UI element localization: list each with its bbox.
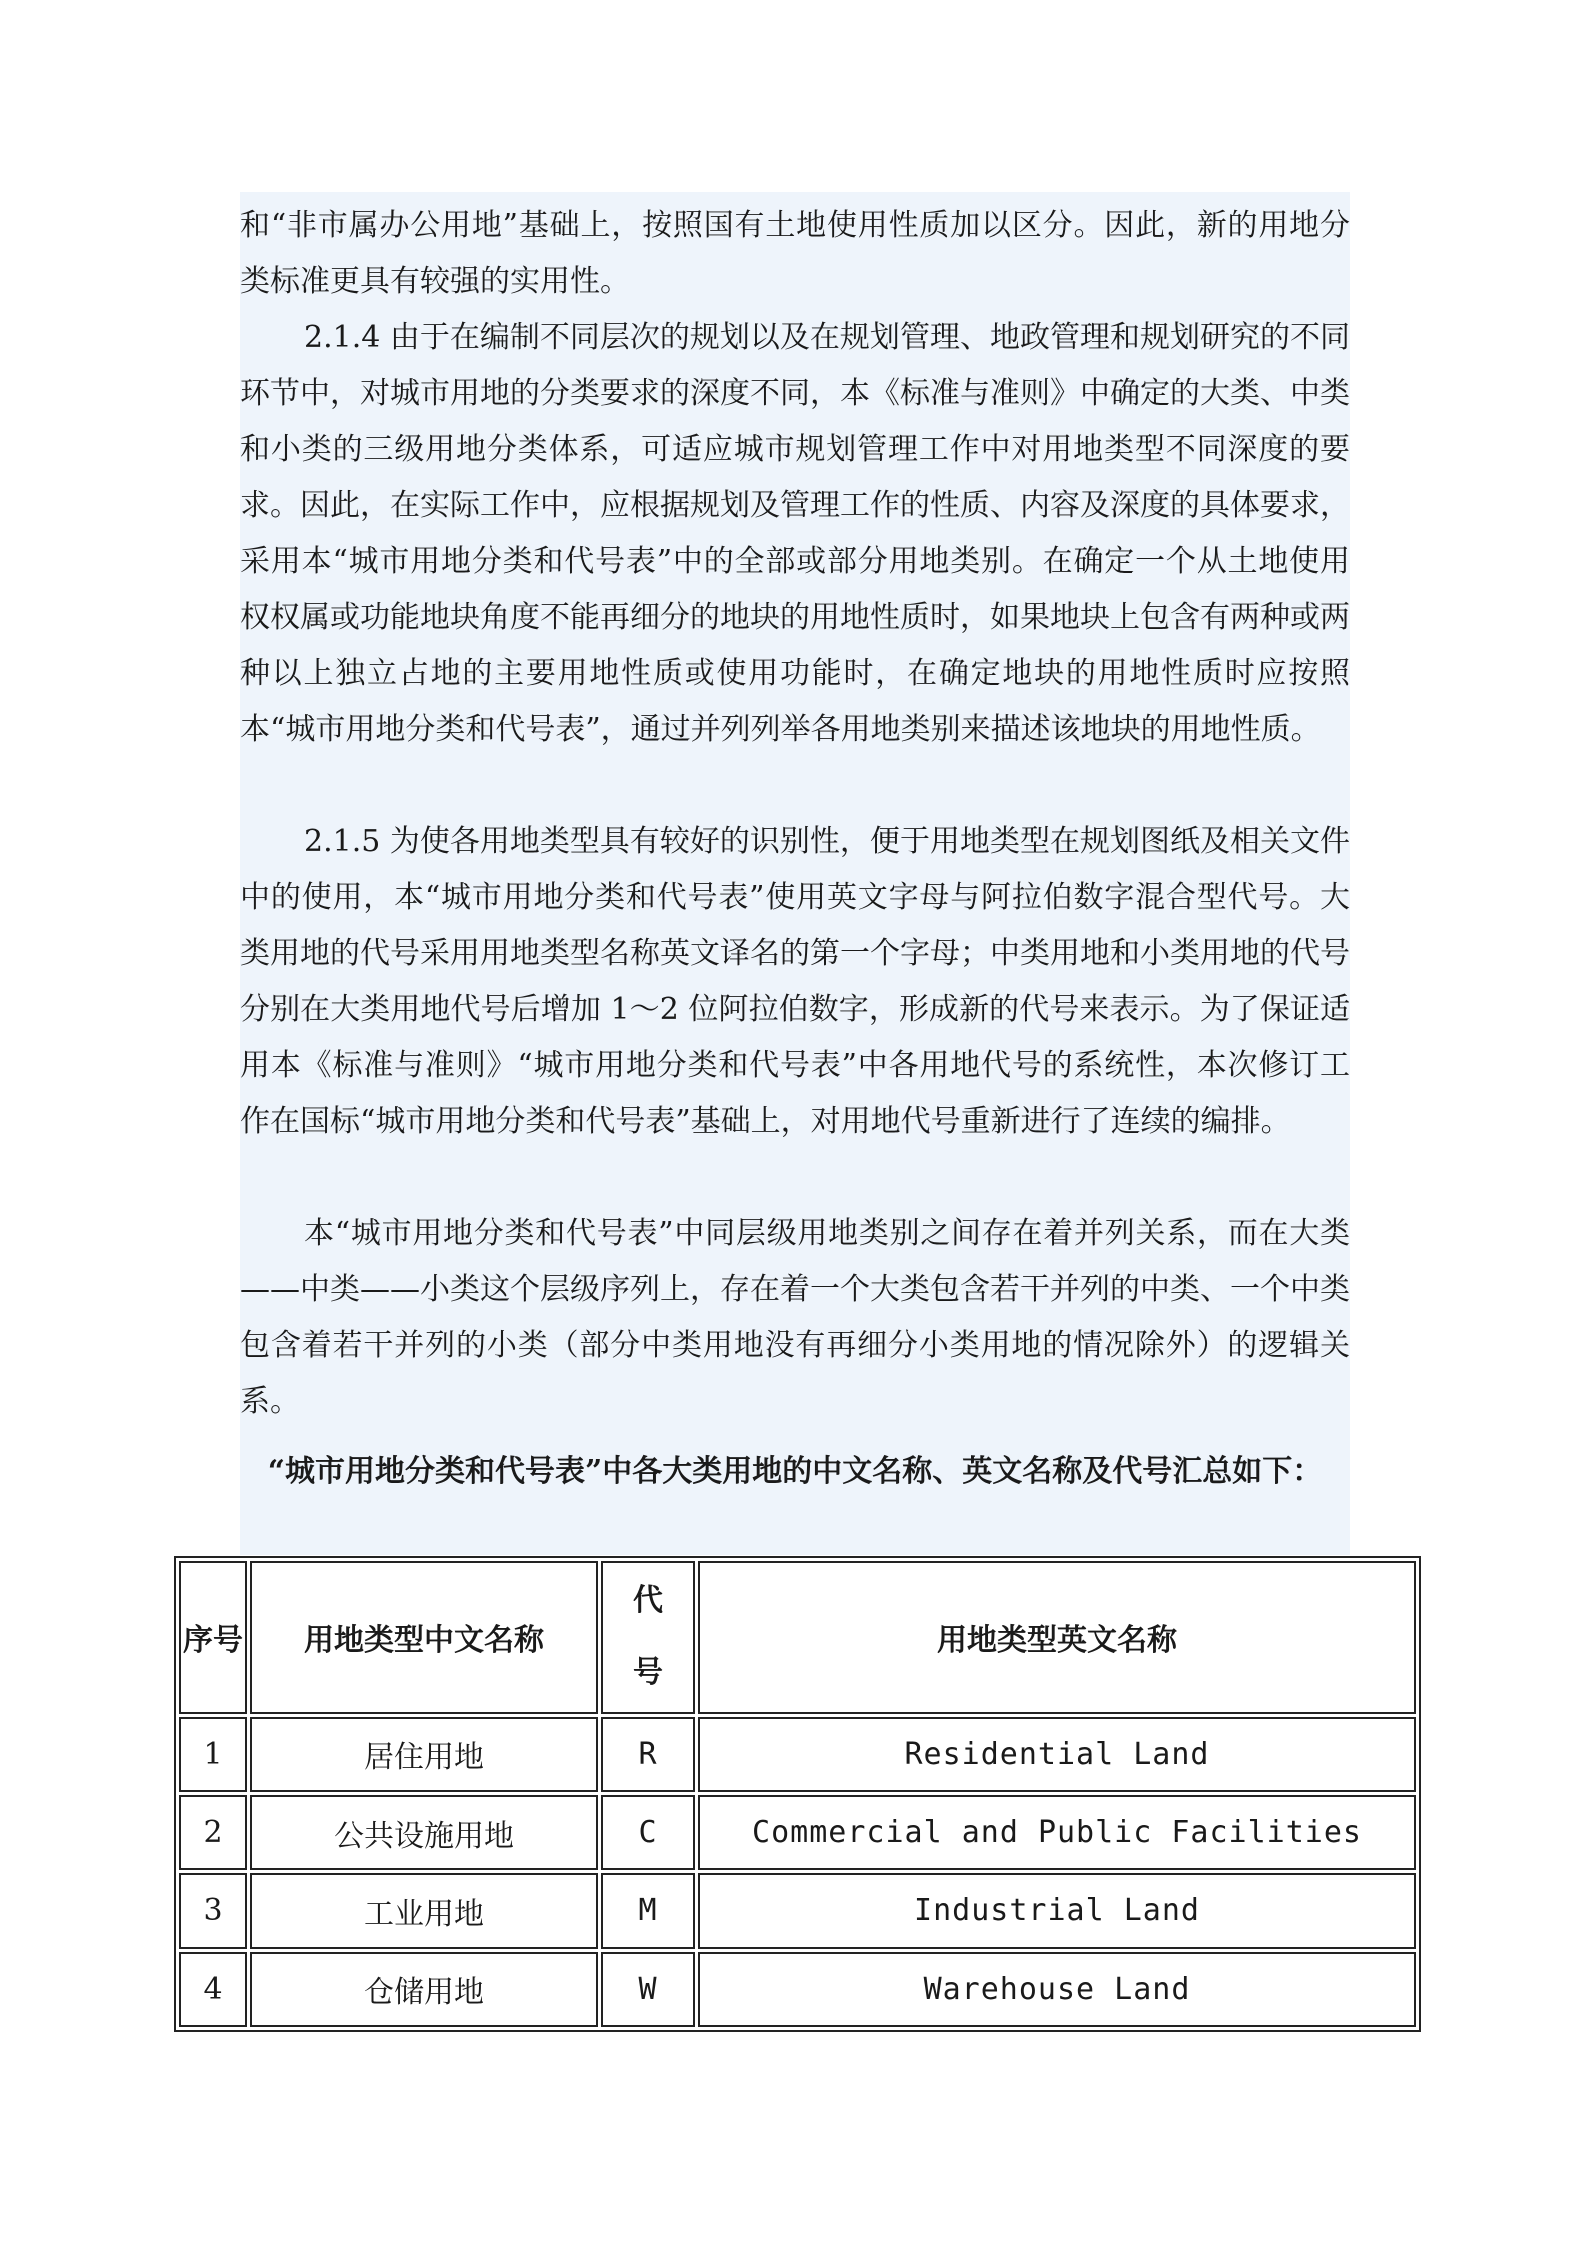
cell-en-name: Industrial Land: [698, 1873, 1416, 1948]
cell-no: 4: [179, 1952, 247, 2027]
cell-code: C: [601, 1795, 695, 1870]
cell-en-name: Commercial and Public Facilities: [698, 1795, 1416, 1870]
table-header-row: [179, 1561, 1416, 1714]
table-row: [179, 1717, 1416, 1792]
land-use-table: [174, 1556, 1421, 2032]
cell-en-name: Residential Land: [698, 1717, 1416, 1792]
cell-code: W: [601, 1952, 695, 2027]
cell-cn-name: 工业用地: [250, 1873, 598, 1948]
header-code-bottom: 号: [633, 1655, 663, 1691]
paragraph-hierarchy: 本“城市用地分类和代号表”中同层级用地类别之间存在着并列关系，而在大类——中类——小类这个层级序列上，存在着一个大类包含若干并列的中类、一个中类包含着若干并列的小类（部分中类用地没有再细分小类用地的情况除外）的逻辑关系。: [240, 1216, 1350, 1419]
cell-cn-name: 公共设施用地: [250, 1795, 598, 1870]
header-cn-name: 用地类型中文名称: [250, 1561, 598, 1714]
cell-code: R: [601, 1717, 695, 1792]
header-en-name: 用地类型英文名称: [698, 1561, 1416, 1714]
paragraph-2-1-4: 2.1.4 由于在编制不同层次的规划以及在规划管理、地政管理和规划研究的不同环节中，对城市用地的分类要求的深度不同，本《标准与准则》中确定的大类、中类和小类的三级用地分类体系，可适应城市规划管理工作中对用地类型不同深度的要求。因此，在实际工作中，应根据规划及管理工作的性质、内容及深度的具体要求，采用本“城市用地分类和代号表”中的全部或部分用地类别。在确定一个从土地使用权权属或功能地块角度不能再细分的地块的用地性质时，如果地块上包含有两种或两种以上独立占地的主要用地性质或使用功能时，在确定地块的用地性质时应按照本“城市用地分类和代号表”，通过并列列举各用地类别来描述该地块的用地性质。: [240, 320, 1350, 747]
cell-en-name: Warehouse Land: [698, 1952, 1416, 2027]
cell-no: 1: [179, 1717, 247, 1792]
body-text-block: [240, 192, 1350, 1555]
cell-code: M: [601, 1873, 695, 1948]
paragraph-continuation: 和“非市属办公用地”基础上，按照国有土地使用性质加以区分。因此，新的用地分类标准更具有较强的实用性。: [240, 208, 1350, 299]
table-row: [179, 1952, 1416, 2027]
cell-cn-name: 仓储用地: [250, 1952, 598, 2027]
cell-cn-name: 居住用地: [250, 1717, 598, 1792]
table-caption: “城市用地分类和代号表”中各大类用地的中文名称、英文名称及代号汇总如下：: [267, 1454, 1323, 1489]
cell-no: 2: [179, 1795, 247, 1870]
cell-no: 3: [179, 1873, 247, 1948]
header-code: [601, 1561, 695, 1714]
table-row: [179, 1873, 1416, 1948]
paragraph-2-1-5: 2.1.5 为使各用地类型具有较好的识别性，便于用地类型在规划图纸及相关文件中的使用，本“城市用地分类和代号表”使用英文字母与阿拉伯数字混合型代号。大类用地的代号采用用地类型名称英文译名的第一个字母；中类用地和小类用地的代号分别在大类用地代号后增加 1～2 位阿拉伯数字，形成新的代号来表示。为了保证适用本《标准与准则》“城市用地分类和代号表”中各用地代号的系统性，本次修订工作在国标“城市用地分类和代号表”基础上，对用地代号重新进行了连续的编排。: [240, 824, 1350, 1139]
header-no: 序号: [179, 1561, 247, 1714]
header-code-top: 代: [633, 1583, 663, 1619]
table-row: [179, 1795, 1416, 1870]
